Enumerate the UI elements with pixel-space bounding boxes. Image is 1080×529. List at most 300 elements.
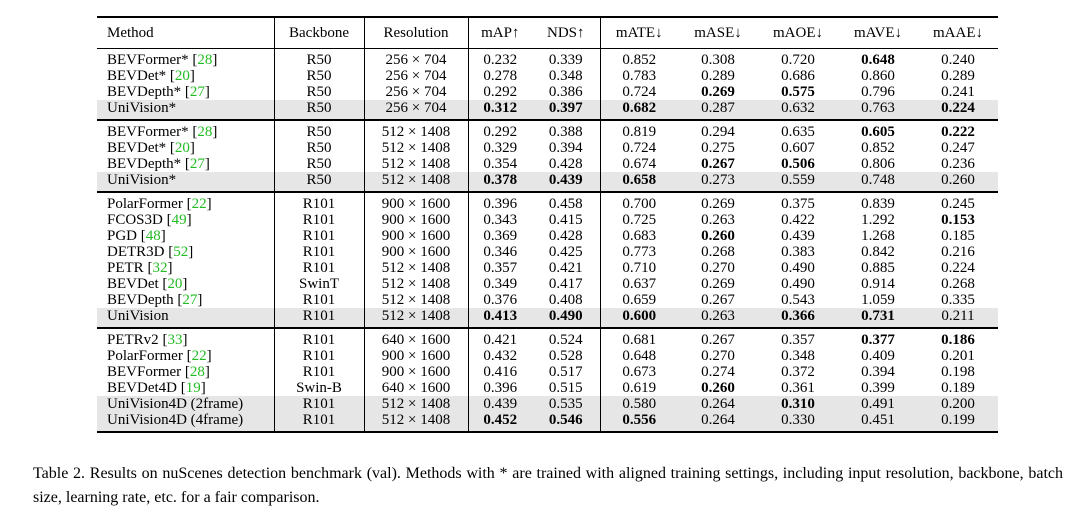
cell-nds: 0.428	[532, 228, 600, 244]
header-mase: mASE↓	[694, 25, 742, 41]
citation-link[interactable]: 48	[145, 228, 161, 244]
cell-maae: 0.241	[941, 84, 975, 100]
citation-link[interactable]: 20	[174, 140, 190, 156]
citation-link[interactable]: 27	[189, 84, 205, 100]
cell-backbone: Swin-B	[274, 380, 364, 396]
table-row	[97, 212, 998, 228]
table-row	[97, 364, 998, 380]
cell-mase: 0.268	[701, 244, 735, 260]
cell-nds: 0.425	[532, 244, 600, 260]
cell-map: 0.432	[483, 348, 518, 364]
cell-method	[97, 172, 274, 192]
table-row	[97, 172, 998, 192]
table-row	[97, 228, 998, 244]
cell-backbone: R50	[274, 84, 364, 100]
cell-nds: 0.397	[532, 100, 600, 120]
cell-mase: 0.308	[701, 52, 735, 68]
method-name: UniVision4D (2frame)	[107, 396, 244, 412]
cell-maoe: 0.490	[781, 276, 815, 292]
cell-maoe: 0.439	[781, 228, 815, 244]
cell-mase: 0.260	[701, 380, 735, 396]
cell-maae: 0.245	[941, 196, 975, 212]
cell-backbone: R101	[274, 292, 364, 308]
cell-backbone: R101	[274, 308, 364, 328]
cell-mase: 0.273	[678, 172, 758, 192]
cell-mate: 0.852	[622, 52, 657, 68]
header-backbone: Backbone	[274, 18, 364, 48]
cell-maae: 0.224	[941, 260, 975, 276]
cell-mate: 0.637	[622, 276, 657, 292]
cell-resolution: 512 × 1408	[364, 156, 468, 172]
method-name: BEVDet4D	[107, 380, 177, 396]
table-row	[97, 348, 998, 364]
cell-method: BEVFormer* [28]	[97, 49, 274, 68]
method-name: BEVDet*	[107, 140, 167, 156]
cell-mate: 0.773	[622, 244, 657, 260]
citation-link[interactable]: 27	[182, 292, 198, 308]
cell-mave: 0.399	[861, 380, 895, 396]
cell-mave: 0.748	[838, 172, 918, 192]
cell-nds: 0.388	[532, 120, 600, 140]
table-caption: Table 2. Results on nuScenes detection benchmark (val). Methods with * are trained with aligned training settings, including input resolution, backbone, batch size, learning rate, etc. for a fair comparison.	[33, 465, 1063, 506]
cell-backbone: R50	[274, 172, 364, 192]
cell-maoe: 0.348	[781, 348, 815, 364]
cell-maae: 0.153	[941, 212, 975, 228]
citation-link[interactable]: 28	[197, 52, 213, 68]
cell-method: PolarFormer [22]	[97, 192, 274, 212]
cell-method	[97, 396, 274, 412]
cell-maae: 0.260	[918, 172, 998, 192]
citation-link[interactable]: 32	[152, 260, 168, 276]
cell-method: PolarFormer [22]	[97, 348, 274, 364]
cell-maae: 0.201	[941, 348, 975, 364]
cell-nds: 0.408	[532, 292, 600, 308]
method-name: BEVFormer*	[107, 124, 189, 140]
citation-link[interactable]: 22	[191, 348, 207, 364]
header-mave: mAVE↓	[853, 25, 903, 41]
cell-resolution: 512 × 1408	[364, 120, 468, 140]
cell-backbone: R101	[274, 244, 364, 260]
table-row	[97, 260, 998, 276]
table-row	[97, 49, 998, 68]
row-group	[97, 192, 998, 328]
cell-resolution: 512 × 1408	[364, 292, 468, 308]
table-row	[97, 244, 998, 260]
cell-nds: 0.421	[532, 260, 600, 276]
cell-method: PGD [48]	[97, 228, 274, 244]
method-name: PGD	[107, 228, 138, 244]
method-name: FCOS3D	[107, 212, 163, 228]
row-group	[97, 49, 998, 120]
cell-mave: 0.394	[861, 364, 895, 380]
cell-maoe: 0.559	[758, 172, 838, 192]
method-name: BEVDepth	[107, 292, 174, 308]
cell-backbone: R50	[274, 49, 364, 68]
cell-maoe: 0.361	[781, 380, 815, 396]
cell-mase: 0.263	[678, 308, 758, 328]
cell-mate: 0.674	[622, 156, 657, 172]
cell-maae: 0.211	[918, 308, 998, 328]
cell-mave: 1.292	[861, 212, 895, 228]
cell-maae: 0.198	[941, 364, 975, 380]
cell-resolution: 256 × 704	[364, 49, 468, 68]
cell-map: 0.329	[483, 140, 518, 156]
cell-resolution: 512 × 1408	[364, 172, 468, 192]
cell-maoe: 0.366	[758, 308, 838, 328]
cell-nds: 0.517	[532, 364, 600, 380]
cell-map: 0.357	[483, 260, 518, 276]
cell-resolution: 512 × 1408	[364, 276, 468, 292]
method-name: BEVDepth*	[107, 156, 182, 172]
cell-backbone: R50	[274, 68, 364, 84]
table-row	[97, 412, 998, 431]
cell-maae: 0.236	[941, 156, 975, 172]
cell-backbone: R101	[274, 396, 364, 412]
cell-mate: 0.658	[600, 172, 678, 192]
table-row	[97, 276, 998, 292]
cell-maoe: 0.506	[781, 156, 815, 172]
cell-method: BEVDepth [27]	[97, 292, 274, 308]
cell-mase: 0.269	[701, 196, 735, 212]
row-group	[97, 120, 998, 192]
cell-maae: 0.335	[941, 292, 975, 308]
cell-mase: 0.269	[701, 84, 735, 100]
cell-resolution: 900 × 1600	[364, 228, 468, 244]
method-name: DETR3D	[107, 244, 165, 260]
cell-maoe: 0.543	[781, 292, 815, 308]
cell-maae: 0.185	[941, 228, 975, 244]
cell-mave: 0.648	[861, 52, 895, 68]
cell-method: BEVDet [20]	[97, 276, 274, 292]
cell-mase: 0.267	[701, 156, 735, 172]
header-maae: mAAE↓	[933, 25, 983, 41]
method-name: PETRv2	[107, 332, 159, 348]
cell-method: BEVDet4D [19]	[97, 380, 274, 396]
cell-maoe: 0.310	[758, 396, 838, 412]
cell-resolution: 512 × 1408	[364, 140, 468, 156]
cell-backbone: R50	[274, 156, 364, 172]
header-row	[97, 18, 998, 48]
cell-map: 0.376	[483, 292, 518, 308]
header-method: Method	[97, 18, 274, 48]
cell-map: 0.452	[468, 412, 532, 431]
cell-mate: 0.724	[622, 84, 657, 100]
cell-backbone: R101	[274, 212, 364, 228]
cell-mase: 0.267	[701, 332, 735, 348]
cell-backbone: R101	[274, 228, 364, 244]
cell-method: PETR [32]	[97, 260, 274, 276]
cell-resolution: 900 × 1600	[364, 192, 468, 212]
cell-method: BEVDepth* [27]	[97, 84, 274, 100]
cell-map: 0.378	[468, 172, 532, 192]
cell-map: 0.416	[483, 364, 518, 380]
cell-mate: 0.556	[600, 412, 678, 431]
cell-maoe: 0.357	[781, 332, 815, 348]
cell-resolution: 512 × 1408	[364, 396, 468, 412]
cell-resolution: 256 × 704	[364, 84, 468, 100]
table-row	[97, 84, 998, 100]
cell-mave: 0.491	[838, 396, 918, 412]
cell-resolution: 640 × 1600	[364, 328, 468, 348]
cell-method: PETRv2 [33]	[97, 328, 274, 348]
cell-resolution: 256 × 704	[364, 68, 468, 84]
cell-mate: 0.681	[622, 332, 657, 348]
cell-resolution: 512 × 1408	[364, 412, 468, 431]
cell-map: 0.421	[483, 332, 518, 348]
cell-nds: 0.535	[532, 396, 600, 412]
method-name: PolarFormer	[107, 196, 183, 212]
table-row	[97, 192, 998, 212]
cell-mate: 0.683	[622, 228, 657, 244]
table-row	[97, 100, 998, 120]
table-row	[97, 292, 998, 308]
cell-maae: 0.224	[918, 100, 998, 120]
cell-mase: 0.289	[701, 68, 735, 84]
cell-mave: 0.605	[861, 124, 895, 140]
cell-backbone: R50	[274, 100, 364, 120]
cell-mate: 0.819	[622, 124, 657, 140]
cell-mave: 0.860	[861, 68, 895, 84]
cell-backbone: R101	[274, 364, 364, 380]
cell-method	[97, 100, 274, 120]
cell-maoe: 0.383	[781, 244, 815, 260]
cell-resolution: 900 × 1600	[364, 348, 468, 364]
cell-backbone: SwinT	[274, 276, 364, 292]
cell-resolution: 900 × 1600	[364, 364, 468, 380]
cell-mave: 0.796	[861, 84, 895, 100]
method-name: UniVision4D (4frame)	[107, 412, 244, 428]
cell-mase: 0.287	[678, 100, 758, 120]
cell-method	[97, 412, 274, 431]
cell-maoe: 0.490	[781, 260, 815, 276]
cell-method: BEVDepth* [27]	[97, 156, 274, 172]
cell-method: FCOS3D [49]	[97, 212, 274, 228]
cell-resolution: 512 × 1408	[364, 260, 468, 276]
cell-nds: 0.348	[532, 68, 600, 84]
cell-nds: 0.394	[532, 140, 600, 156]
cell-backbone: R101	[274, 260, 364, 276]
cell-mate: 0.724	[622, 140, 657, 156]
row-group	[97, 328, 998, 431]
cell-mate: 0.673	[622, 364, 657, 380]
citation-link[interactable]: 49	[171, 212, 187, 228]
cell-method	[97, 308, 274, 328]
cell-backbone: R50	[274, 140, 364, 156]
citation-link[interactable]: 27	[189, 156, 205, 172]
cell-maoe: 0.632	[758, 100, 838, 120]
citation-link[interactable]: 19	[185, 380, 201, 396]
cell-mate: 0.648	[622, 348, 657, 364]
method-name: BEVDet	[107, 276, 159, 292]
cell-mase: 0.264	[678, 396, 758, 412]
cell-maae: 0.240	[941, 52, 975, 68]
method-name: PolarFormer	[107, 348, 183, 364]
cell-mave: 1.268	[861, 228, 895, 244]
cell-map: 0.354	[483, 156, 518, 172]
cell-nds: 0.386	[532, 84, 600, 100]
table-row	[97, 68, 998, 84]
cell-maoe: 0.575	[781, 84, 815, 100]
cell-mave: 0.731	[838, 308, 918, 328]
cell-maoe: 0.372	[781, 364, 815, 380]
cell-mase: 0.264	[678, 412, 758, 431]
cell-nds: 0.428	[532, 156, 600, 172]
table-row	[97, 328, 998, 348]
cell-maae: 0.268	[941, 276, 975, 292]
cell-maae: 0.247	[941, 140, 975, 156]
cell-mate: 0.659	[622, 292, 657, 308]
cell-mate: 0.682	[600, 100, 678, 120]
cell-mave: 0.763	[838, 100, 918, 120]
citation-link[interactable]: 33	[167, 332, 183, 348]
cell-mase: 0.270	[701, 348, 735, 364]
table-row	[97, 120, 998, 140]
cell-mase: 0.269	[701, 276, 735, 292]
method-name: BEVDepth*	[107, 84, 182, 100]
cell-mave: 0.842	[861, 244, 895, 260]
cell-map: 0.349	[483, 276, 518, 292]
cell-method: BEVFormer* [28]	[97, 120, 274, 140]
cell-mave: 0.409	[861, 348, 895, 364]
method-name: BEVDet*	[107, 68, 167, 84]
cell-nds: 0.528	[532, 348, 600, 364]
cell-maae: 0.189	[941, 380, 975, 396]
cell-method: BEVFormer [28]	[97, 364, 274, 380]
citation-link[interactable]: 22	[191, 196, 207, 212]
cell-backbone: R101	[274, 328, 364, 348]
cell-map: 0.369	[483, 228, 518, 244]
cell-mate: 0.619	[622, 380, 657, 396]
cell-mate: 0.700	[622, 196, 657, 212]
cell-resolution: 512 × 1408	[364, 308, 468, 328]
citation-link[interactable]: 52	[173, 244, 189, 260]
cell-mase: 0.260	[701, 228, 735, 244]
cell-mase: 0.294	[701, 124, 735, 140]
cell-maoe: 0.686	[781, 68, 815, 84]
cell-nds: 0.439	[532, 172, 600, 192]
cell-mate: 0.725	[622, 212, 657, 228]
cell-map: 0.343	[483, 212, 518, 228]
table-row	[97, 396, 998, 412]
cell-maoe: 0.422	[781, 212, 815, 228]
cell-method: DETR3D [52]	[97, 244, 274, 260]
citation-link[interactable]: 20	[167, 276, 183, 292]
cell-map: 0.396	[483, 196, 518, 212]
cell-maae: 0.216	[941, 244, 975, 260]
cell-maae: 0.200	[918, 396, 998, 412]
table-row	[97, 308, 998, 328]
header-resolution: Resolution	[364, 18, 468, 48]
cell-maae: 0.186	[941, 332, 975, 348]
method-name: UniVision*	[107, 172, 177, 188]
cell-mave: 0.852	[861, 140, 895, 156]
cell-map: 0.278	[483, 68, 518, 84]
cell-nds: 0.546	[532, 412, 600, 431]
cell-mave: 0.806	[861, 156, 895, 172]
cell-maoe: 0.607	[781, 140, 815, 156]
cell-nds: 0.417	[532, 276, 600, 292]
bottom-rule	[97, 431, 998, 433]
cell-method: BEVDet* [20]	[97, 140, 274, 156]
cell-mave: 1.059	[861, 292, 895, 308]
cell-maoe: 0.375	[781, 196, 815, 212]
method-name: BEVFormer*	[107, 52, 189, 68]
cell-mase: 0.270	[701, 260, 735, 276]
method-name: UniVision*	[107, 100, 177, 116]
method-name: PETR	[107, 260, 144, 276]
cell-maoe: 0.330	[758, 412, 838, 431]
cell-mate: 0.600	[600, 308, 678, 328]
cell-mase: 0.263	[701, 212, 735, 228]
cell-mave: 0.839	[861, 196, 895, 212]
cell-nds: 0.415	[532, 212, 600, 228]
cell-resolution: 640 × 1600	[364, 380, 468, 396]
cell-resolution: 900 × 1600	[364, 212, 468, 228]
cell-nds: 0.458	[532, 192, 600, 212]
cell-mave: 0.377	[861, 332, 895, 348]
cell-map: 0.312	[468, 100, 532, 120]
cell-map: 0.292	[483, 124, 518, 140]
table-row	[97, 140, 998, 156]
cell-mave: 0.914	[861, 276, 895, 292]
header-maoe: mAOE↓	[773, 25, 823, 41]
cell-map: 0.346	[483, 244, 518, 260]
cell-mase: 0.274	[701, 364, 735, 380]
cell-map: 0.292	[483, 84, 518, 100]
results-table-wrapper	[97, 16, 998, 433]
cell-mase: 0.275	[701, 140, 735, 156]
citation-link[interactable]: 28	[197, 124, 213, 140]
cell-method: BEVDet* [20]	[97, 68, 274, 84]
cell-resolution: 900 × 1600	[364, 244, 468, 260]
cell-backbone: R50	[274, 120, 364, 140]
cell-backbone: R101	[274, 192, 364, 212]
cell-mate: 0.783	[622, 68, 657, 84]
method-name: UniVision	[107, 308, 169, 324]
cell-backbone: R101	[274, 348, 364, 364]
cell-map: 0.232	[483, 52, 518, 68]
cell-nds: 0.524	[532, 328, 600, 348]
cell-mave: 0.451	[838, 412, 918, 431]
cell-mate: 0.710	[622, 260, 657, 276]
cell-nds: 0.339	[532, 49, 600, 68]
header-mate: mATE↓	[615, 25, 663, 41]
table-row	[97, 156, 998, 172]
table-row	[97, 380, 998, 396]
cell-backbone: R101	[274, 412, 364, 431]
cell-mate: 0.580	[600, 396, 678, 412]
method-name: BEVFormer	[107, 364, 182, 380]
results-table	[97, 18, 998, 48]
cell-maoe: 0.635	[781, 124, 815, 140]
results-body	[97, 49, 998, 431]
citation-link[interactable]: 20	[174, 68, 190, 84]
cell-mave: 0.885	[861, 260, 895, 276]
cell-map: 0.413	[468, 308, 532, 328]
cell-mase: 0.267	[701, 292, 735, 308]
citation-link[interactable]: 28	[189, 364, 205, 380]
cell-nds: 0.515	[532, 380, 600, 396]
cell-maoe: 0.720	[781, 52, 815, 68]
cell-resolution: 256 × 704	[364, 100, 468, 120]
cell-nds: 0.490	[532, 308, 600, 328]
cell-maae: 0.289	[941, 68, 975, 84]
header-map: mAP↑	[481, 25, 520, 41]
cell-maae: 0.222	[941, 124, 975, 140]
header-nds: NDS↑	[532, 18, 600, 48]
cell-map: 0.396	[483, 380, 518, 396]
cell-map: 0.439	[468, 396, 532, 412]
